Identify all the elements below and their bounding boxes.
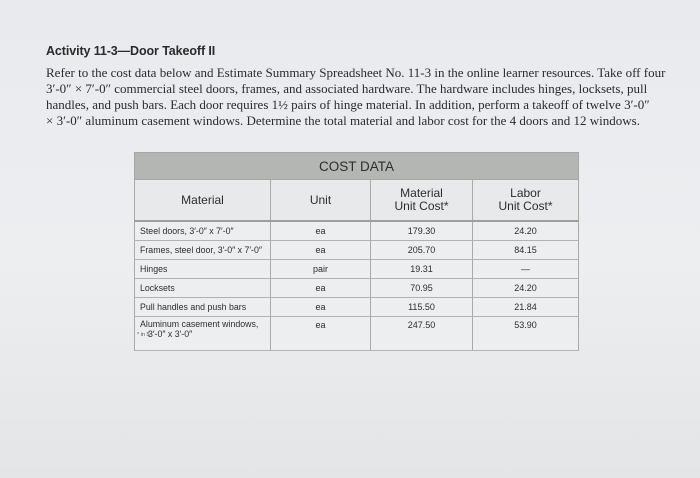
table-row xyxy=(135,317,579,351)
unit-cell: ea xyxy=(271,317,371,351)
material-cost-cell: 19.31 xyxy=(371,260,473,279)
table-row xyxy=(135,241,579,260)
material-cell: Hinges xyxy=(135,260,271,279)
paragraph-line: × 3′-0″ aluminum casement windows. Determine the total material and labor cost for the 4 doors and 12 windows. xyxy=(46,113,640,128)
unit-cell: ea xyxy=(271,221,371,241)
column-header-labor-cost xyxy=(473,180,579,222)
paragraph-line: handles, and push bars. Each door requires 1½ pairs of hinge material. In addition, perform a takeoff of twelve 3′-0″ xyxy=(46,97,650,112)
table-caption: COST DATA xyxy=(135,153,579,180)
table-row xyxy=(135,260,579,279)
labor-cost-cell: — xyxy=(473,260,579,279)
table-row xyxy=(135,279,579,298)
unit-cell: ea xyxy=(271,298,371,317)
column-header-unit: Unit xyxy=(271,180,371,222)
table-row xyxy=(135,298,579,317)
material-cell xyxy=(135,317,271,351)
header-line: Labor xyxy=(510,186,541,200)
material-cell: Steel doors, 3′-0″ x 7′-0″ xyxy=(135,221,271,241)
instructions-paragraph xyxy=(46,65,686,129)
activity-title: Activity 11-3—Door Takeoff II xyxy=(46,44,216,58)
material-cell: Locksets xyxy=(135,279,271,298)
material-cost-cell: 70.95 xyxy=(371,279,473,298)
material-cell: Pull handles and push bars xyxy=(135,298,271,317)
unit-cell: pair xyxy=(271,260,371,279)
material-cost-cell: 179.30 xyxy=(371,221,473,241)
header-line: Material xyxy=(400,186,443,200)
labor-cost-cell: 84.15 xyxy=(473,241,579,260)
column-header-material-cost xyxy=(371,180,473,222)
header-line: Unit Cost* xyxy=(394,199,449,213)
labor-cost-cell: 21.84 xyxy=(473,298,579,317)
material-cost-cell: 247.50 xyxy=(371,317,473,351)
material-cost-cell: 115.50 xyxy=(371,298,473,317)
unit-cell: ea xyxy=(271,241,371,260)
material-cell: Frames, steel door, 3′-0″ x 7′-0″ xyxy=(135,241,271,260)
paragraph-line: Refer to the cost data below and Estimate Summary Spreadsheet No. 11-3 in the online learner resources. Take off four xyxy=(46,65,666,80)
table-footnote: * in $ xyxy=(137,332,150,338)
column-header-material: Material xyxy=(135,180,271,222)
header-line: Unit Cost* xyxy=(498,199,553,213)
unit-cell: ea xyxy=(271,279,371,298)
labor-cost-cell: 53.90 xyxy=(473,317,579,351)
table-row xyxy=(135,221,579,241)
labor-cost-cell: 24.20 xyxy=(473,279,579,298)
material-cost-cell: 205.70 xyxy=(371,241,473,260)
labor-cost-cell: 24.20 xyxy=(473,221,579,241)
cost-data-table xyxy=(134,152,579,351)
material-line: 3′-0″ x 3′-0″ xyxy=(148,329,193,339)
paragraph-line: 3′-0″ × 7′-0″ commercial steel doors, frames, and associated hardware. The hardware includes hinges, locksets, pull xyxy=(46,81,648,96)
material-line: Aluminum casement windows, xyxy=(140,319,259,329)
